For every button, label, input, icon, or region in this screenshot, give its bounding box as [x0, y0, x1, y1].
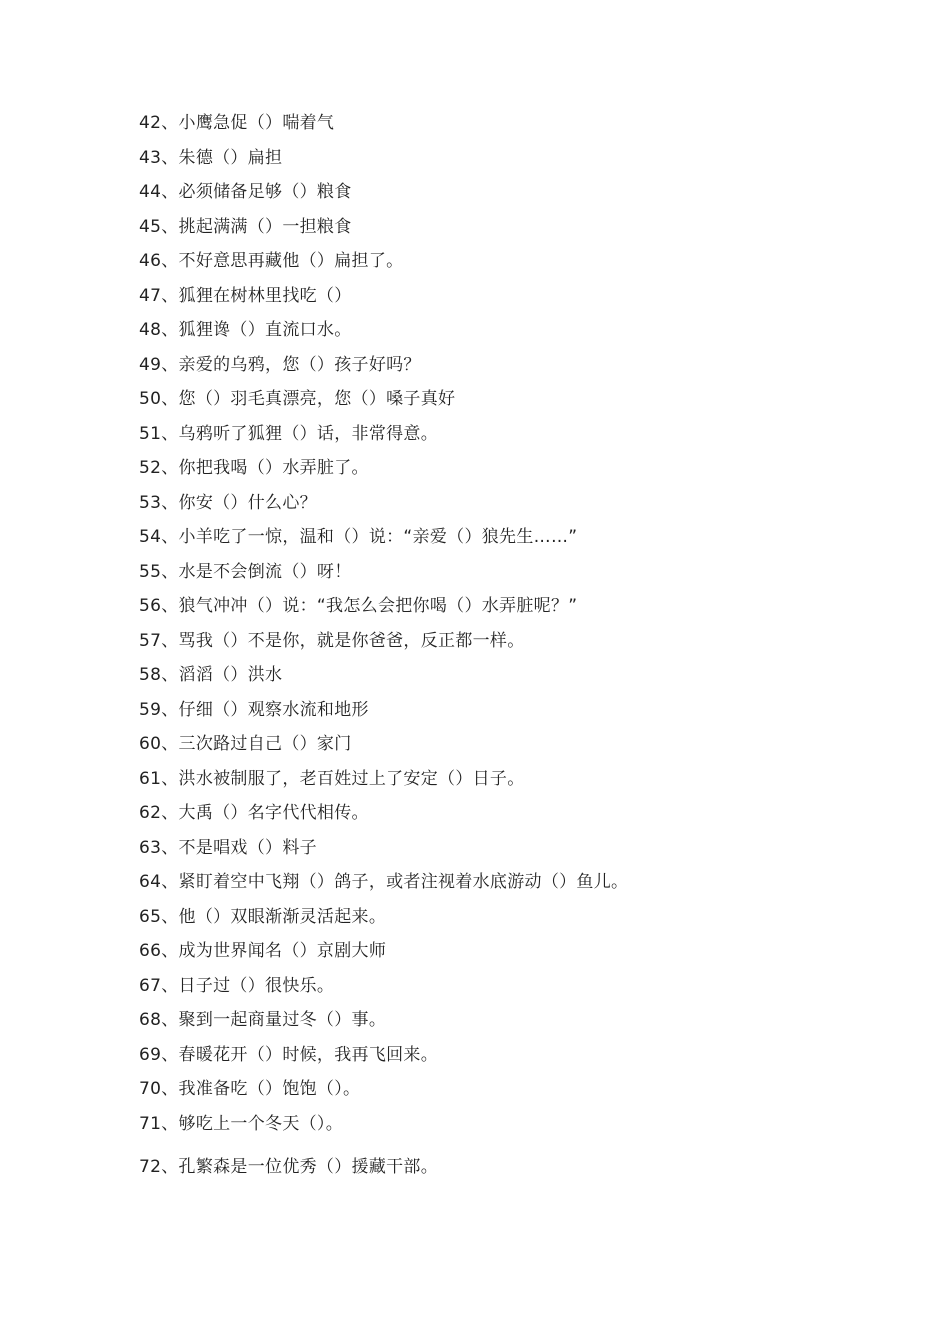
list-item: 71、够吃上一个冬天（）。 [139, 1113, 344, 1134]
list-item: 60、三次路过自己（）家门 [139, 734, 352, 754]
list-item: 47、狐狸在树林里找吃（） [139, 285, 352, 306]
list-item: 50、您（）羽毛真漂亮，您（）嗓子真好 [139, 389, 456, 409]
list-item: 52、你把我喝（）水弄脏了。 [139, 458, 369, 478]
list-item: 69、春暖花开（）时候，我再飞回来。 [139, 1044, 439, 1065]
list-item: 67、日子过（）很快乐。 [139, 975, 335, 996]
list-item: 42、小鹰急促（）喘着气 [139, 113, 335, 133]
list-item: 43、朱德（）扁担 [139, 147, 283, 168]
list-item: 45、挑起满满（）一担粮食 [139, 216, 352, 237]
list-item: 63、不是唱戏（）料子 [139, 837, 317, 858]
list-item: 65、他（）双眼渐渐灵活起来。 [139, 906, 387, 927]
list-item: 46、不好意思再藏他（）扁担了。 [139, 251, 404, 271]
list-item: 48、狐狸谗（）直流口水。 [139, 320, 352, 340]
list-item: 64、紧盯着空中飞翔（）鸽子，或者注视着水底游动（）鱼儿。 [139, 872, 629, 892]
list-item: 68、聚到一起商量过冬（）事。 [139, 1010, 387, 1030]
list-item: 72、孔繁森是一位优秀（）援藏干部。 [139, 1157, 439, 1177]
list-item: 58、滔滔（）洪水 [139, 665, 283, 685]
list-item: 44、必须储备足够（）粮食 [139, 182, 352, 202]
list-item: 54、小羊吃了一惊，温和（）说：“亲爱（）狼先生……” [139, 527, 578, 547]
list-item: 70、我准备吃（）饱饱（）。 [139, 1079, 361, 1099]
list-item: 51、乌鸦听了狐狸（）话，非常得意。 [139, 423, 439, 444]
exercise-list [139, 106, 639, 1185]
list-item: 53、你安（）什么心？ [139, 492, 317, 513]
list-item: 55、水是不会倒流（）呀！ [139, 561, 352, 582]
list-item: 61、洪水被制服了，老百姓过上了安定（）日子。 [139, 768, 525, 789]
list-item: 62、大禹（）名字代代相传。 [139, 803, 369, 823]
list-item: 57、骂我（）不是你，就是你爸爸，反正都一样。 [139, 630, 525, 651]
list-item: 59、仔细（）观察水流和地形 [139, 699, 369, 720]
list-item: 49、亲爱的乌鸦，您（）孩子好吗？ [139, 354, 421, 375]
list-item: 56、狼气冲冲（）说：“我怎么会把你喝（）水弄脏呢？” [139, 596, 578, 616]
list-item: 66、成为世界闻名（）京剧大师 [139, 941, 387, 961]
